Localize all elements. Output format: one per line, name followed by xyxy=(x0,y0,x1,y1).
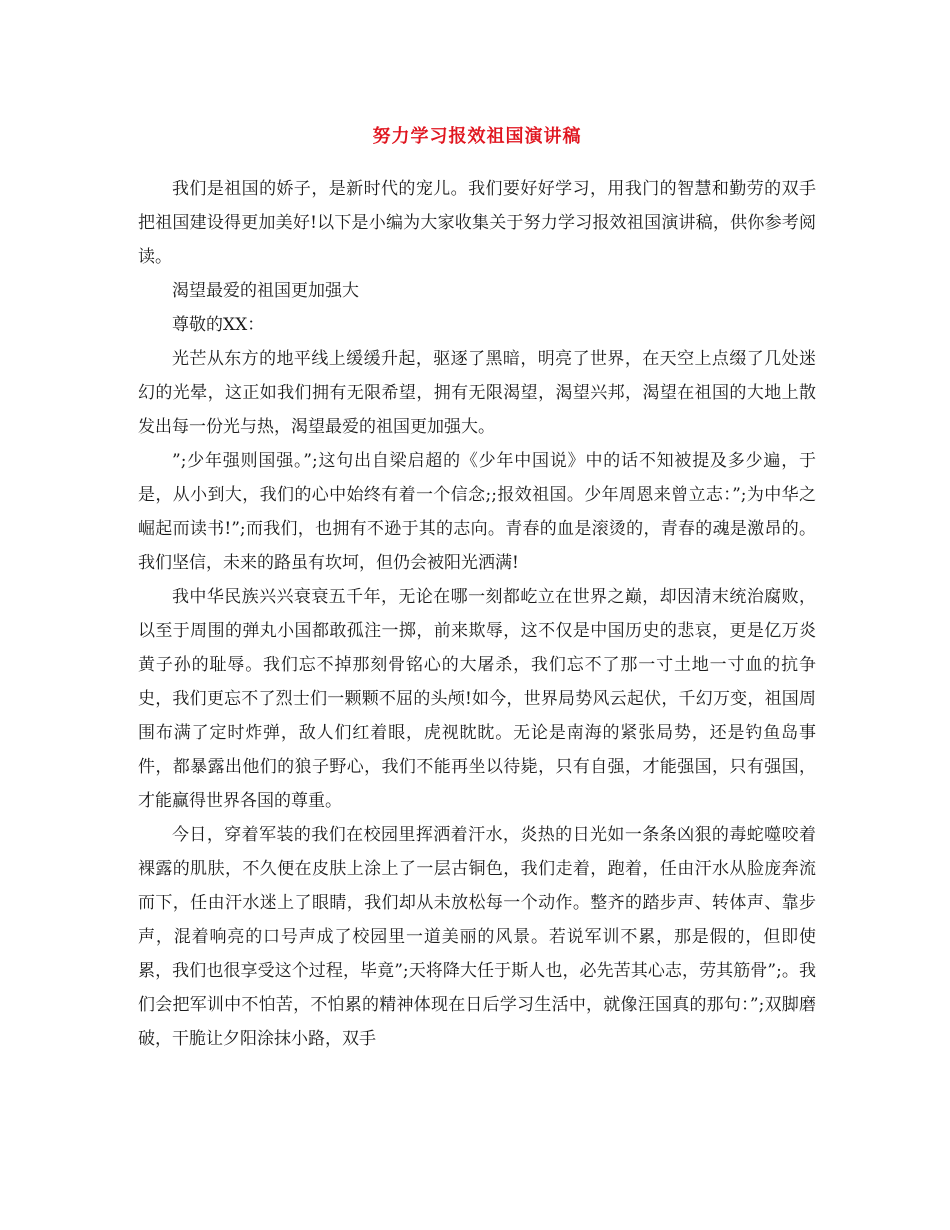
paragraph: 光芒从东方的地平线上缓缓升起，驱逐了黑暗，明亮了世界，在天空上点缀了几处迷幻的光晕，这正如我们拥有无限希望，拥有无限渴望，渴望兴邦，渴望在祖国的大地上散发出每一份光与热，渴望最爱的祖国更加强大。 xyxy=(138,349,816,437)
paragraph: 我中华民族兴兴衰衰五千年，无论在哪一刻都屹立在世界之巅，却因清末统治腐败，以至于周围的弹丸小国都敢孤注一掷，前来欺辱，这不仅是中国历史的悲哀，更是亿万炎黄子孙的耻辱。我们忘不掉那刻骨铭心的大屠杀，我们忘不了那一寸土地一寸血的抗争史，我们更忘不了烈士们一颗颗不屈的头颅!如今，世界局势风云起伏，千幻万变，祖国周围布满了定时炸弹，敌人们红着眼，虎视眈眈。无论是南海的紧张局势，还是钓鱼岛事件，都暴露出他们的狼子野心，我们不能再坐以待毙，只有自强，才能强国，只有强国，才能赢得世界各国的尊重。 xyxy=(138,587,816,811)
paragraph-salutation: 尊敬的XX： xyxy=(172,315,265,335)
paragraph: ”;少年强则国强。”;这句出自梁启超的《少年中国说》中的话不知被提及多少遍，于是，从小到大，我们的心中始终有着一个信念;;报效祖国。少年周恩来曾立志：”;为中华之崛起而读书!”;而我们，也拥有不逊于其的志向。青春的血是滚烫的，青春的魂是激昂的。我们坚信，未来的路虽有坎坷，但仍会被阳光洒满! xyxy=(138,451,816,573)
paragraph-intro: 我们是祖国的娇子，是新时代的宠儿。我们要好好学习，用我门的智慧和勤劳的双手把祖国建设得更加美好!以下是小编为大家收集关于努力学习报效祖国演讲稿，供你参考阅读。 xyxy=(138,179,816,267)
document-title: 努力学习报效祖国演讲稿 xyxy=(372,126,582,147)
document-body xyxy=(138,172,816,1056)
paragraph-subtitle: 渴望最爱的祖国更加强大 xyxy=(172,281,359,301)
paragraph: 今日，穿着军装的我们在校园里挥洒着汗水，炎热的日光如一条条凶狠的毒蛇噬咬着裸露的肌肤，不久便在皮肤上涂上了一层古铜色，我们走着，跑着，任由汗水从脸庞奔流而下，任由汗水迷上了眼睛，我们却从未放松每一个动作。整齐的踏步声、转体声、靠步声，混着响亮的口号声成了校园里一道美丽的风景。若说军训不累，那是假的，但即使累，我们也很享受这个过程，毕竟”;天将降大任于斯人也，必先苦其心志，劳其筋骨”;。我们会把军训中不怕苦，不怕累的精神体现在日后学习生活中，就像汪国真的那句：”;双脚磨破，干脆让夕阳涂抹小路，双手 xyxy=(138,825,816,1049)
